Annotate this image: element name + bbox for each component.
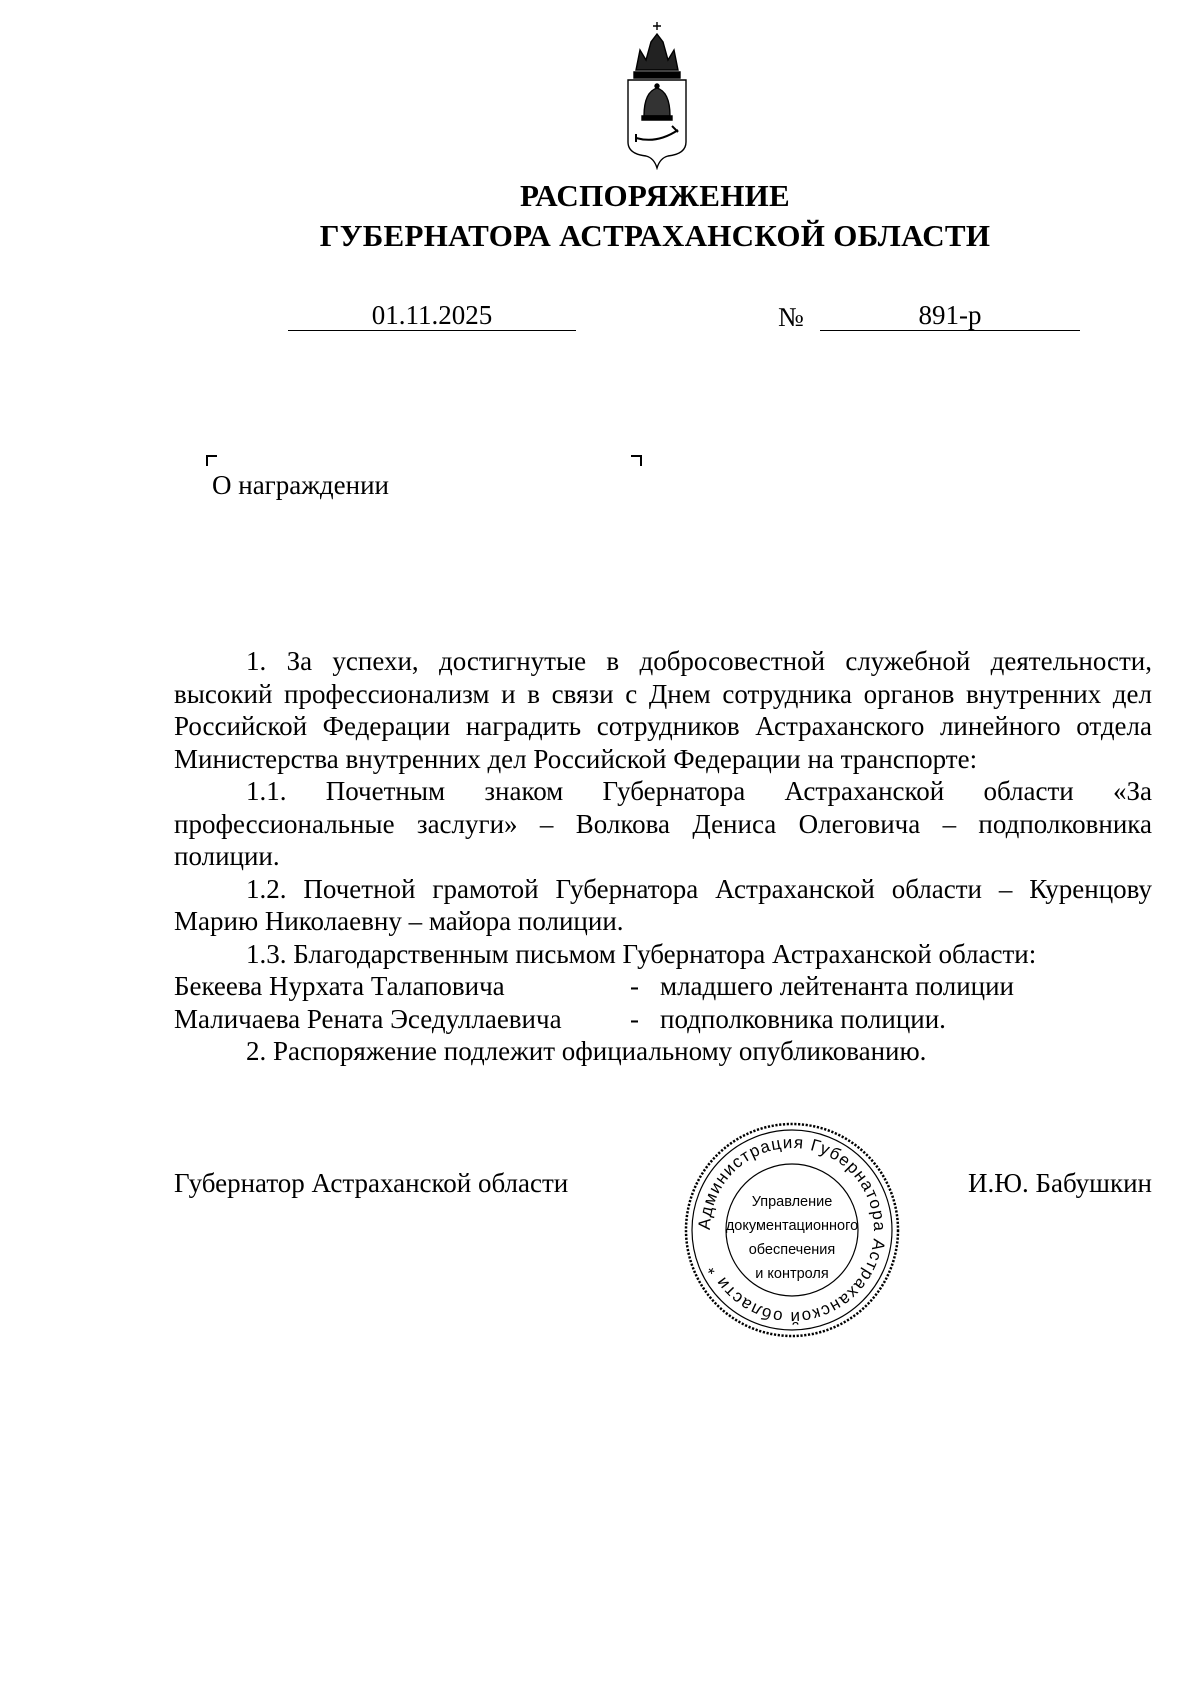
- seal-line: Управление: [751, 1194, 833, 1210]
- document-number: 891-р: [820, 300, 1080, 331]
- issuer-title: ГУБЕРНАТОРА АСТРАХАНСКОЙ ОБЛАСТИ: [319, 218, 991, 253]
- signatory-title: Губернатор Астраханской области: [174, 1168, 569, 1198]
- seal-ring-text: Администрация Губернатора Астраханской области *: [694, 1132, 890, 1328]
- document-subject: О награждении: [212, 470, 389, 500]
- list-dash: -: [630, 971, 639, 1001]
- paragraph-1-2: 1.2. Почетной грамотой Губернатора Астраханской области – Куренцову Марию Николаевну – майора полиции.: [174, 873, 1152, 936]
- paragraph-1-1-rest: профессиональные заслуги» – Волкова Дениса Олеговича – подполковника полиции.: [174, 808, 1152, 871]
- coat-of-arms-emblem: [622, 20, 692, 170]
- official-seal: [682, 1120, 902, 1340]
- document-date: 01.11.2025: [288, 300, 576, 331]
- seal-line: и контроля: [755, 1266, 829, 1282]
- awardee-rank: младшего лейтенанта полиции: [660, 971, 1015, 1001]
- signatory-name: И.Ю. Бабушкин: [967, 1168, 1152, 1198]
- paragraph-1-3: 1.3. Благодарственным письмом Губернатора Астраханской области:: [246, 938, 1037, 969]
- subject-corner-right-mark: [631, 455, 642, 466]
- paragraph-1-1-line1: 1.1. Почетным знаком Губернатора Астраханской области «За: [246, 776, 1152, 806]
- document-title: РАСПОРЯЖЕНИЕ: [519, 178, 791, 213]
- subject-corner-left-mark: [206, 455, 217, 466]
- list-item: [174, 1003, 1152, 1036]
- awardee-rank: подполковника полиции.: [660, 1003, 946, 1034]
- seal-line: обеспечения: [748, 1242, 836, 1258]
- seal-line: документационного: [725, 1218, 859, 1234]
- awardee-name: Бекеева Нурхата Талаповича: [174, 971, 505, 1001]
- number-label: №: [778, 302, 804, 332]
- paragraph-1: 1. За успехи, достигнутые в добросовестной служебной деятельности, высокий профессионализм и в связи с Днем сотрудника органов внутренних дел Российской Федерации наградить сотрудников Астраханского линейного отдела Министерства внутренних дел Российской Федерации на транспорте:: [174, 646, 1152, 774]
- paragraph-2: 2. Распоряжение подлежит официальному опубликованию.: [246, 1036, 927, 1066]
- list-dash: -: [630, 1003, 639, 1034]
- document-body: [174, 645, 1152, 1068]
- awardee-name: Маличаева Рената Эседуллаевича: [174, 1003, 562, 1034]
- list-item: [174, 970, 1152, 1003]
